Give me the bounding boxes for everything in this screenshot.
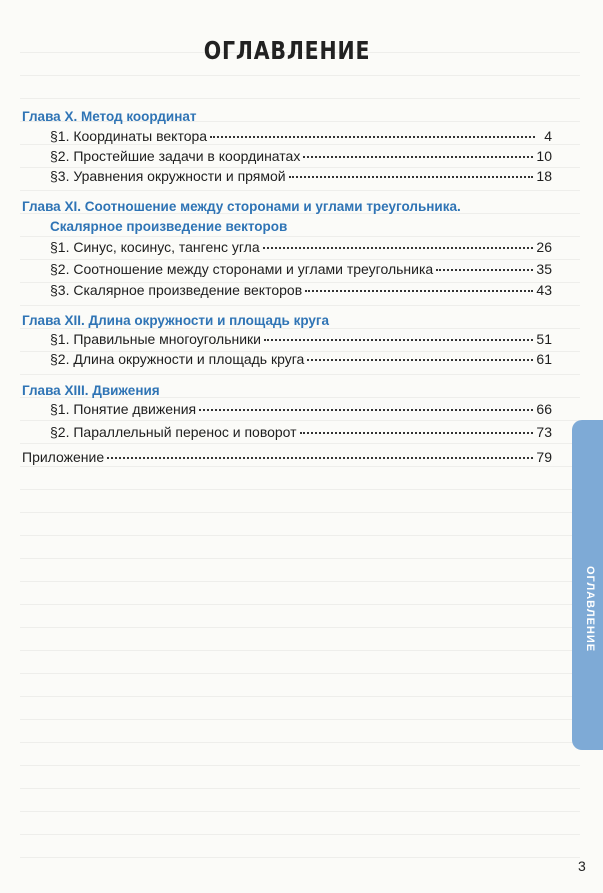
toc-entry-page: 10	[536, 148, 552, 164]
chapter-heading: Глава XIII. Движения	[22, 383, 160, 398]
dot-leader	[436, 269, 533, 271]
toc-entry[interactable]	[50, 331, 552, 347]
toc-entry-page: 35	[536, 261, 552, 277]
toc-entry-page: 51	[536, 331, 552, 347]
toc-entry-page: 79	[536, 449, 552, 465]
toc-entry-text: §1. Координаты вектора	[50, 128, 208, 144]
toc-entry[interactable]	[50, 261, 552, 277]
toc-entry[interactable]	[50, 168, 552, 184]
dot-leader	[264, 339, 533, 341]
dot-leader	[289, 176, 534, 178]
dot-leader	[199, 409, 533, 411]
toc-entry-text: §1. Правильные многоугольники	[50, 331, 261, 347]
side-tab-label	[584, 566, 596, 606]
dot-leader	[305, 290, 533, 292]
toc-entry-text: §3. Уравнения окружности и прямой	[50, 168, 286, 184]
toc-entry[interactable]	[50, 351, 552, 367]
dot-leader	[107, 457, 533, 459]
chapter-heading: Глава XI. Соотношение между сторонами и углами треугольника.	[22, 199, 461, 214]
toc-entry-text: §2. Параллельный перенос и поворот	[50, 424, 297, 440]
toc-entry-page: 66	[536, 401, 552, 417]
toc-entry-appendix[interactable]	[22, 449, 552, 465]
toc-entry[interactable]	[50, 148, 552, 164]
dot-leader	[263, 247, 534, 249]
toc-entry-text: §2. Длина окружности и площадь круга	[50, 351, 305, 367]
toc-entry[interactable]	[50, 128, 552, 144]
dot-leader	[210, 136, 535, 138]
toc-entry[interactable]	[50, 282, 552, 298]
page-number: 3	[578, 858, 586, 874]
toc-entry[interactable]	[50, 401, 552, 417]
toc-entry-text: Приложение	[22, 449, 105, 465]
toc-entry-text: §2. Соотношение между сторонами и углами треугольника	[50, 261, 434, 277]
toc-entry-text: §1. Синус, косинус, тангенс угла	[50, 239, 260, 255]
toc-entry-page: 26	[536, 239, 552, 255]
toc-entry[interactable]	[50, 424, 552, 440]
toc-entry-text: §3. Скалярное произведение векторов	[50, 282, 303, 298]
chapter-subheading: Скалярное произведение векторов	[50, 219, 288, 234]
toc-entry-page: 18	[536, 168, 552, 184]
page-title: ОГЛАВЛЕНИЕ	[203, 36, 371, 65]
toc-entry-page: 61	[536, 351, 552, 367]
chapter-heading: Глава X. Метод координат	[22, 109, 197, 124]
dot-leader	[300, 432, 534, 434]
dot-leader	[303, 156, 533, 158]
toc-entry-page: 43	[536, 282, 552, 298]
dot-leader	[307, 359, 533, 361]
toc-entry-text: §1. Понятие движения	[50, 401, 197, 417]
chapter-heading: Глава XII. Длина окружности и площадь круга	[22, 313, 330, 328]
toc-entry-page: 4	[544, 128, 552, 144]
toc-entry-page: 73	[536, 424, 552, 440]
toc-entry-text: §2. Простейшие задачи в координатах	[50, 148, 301, 164]
toc-entry[interactable]	[50, 239, 552, 255]
